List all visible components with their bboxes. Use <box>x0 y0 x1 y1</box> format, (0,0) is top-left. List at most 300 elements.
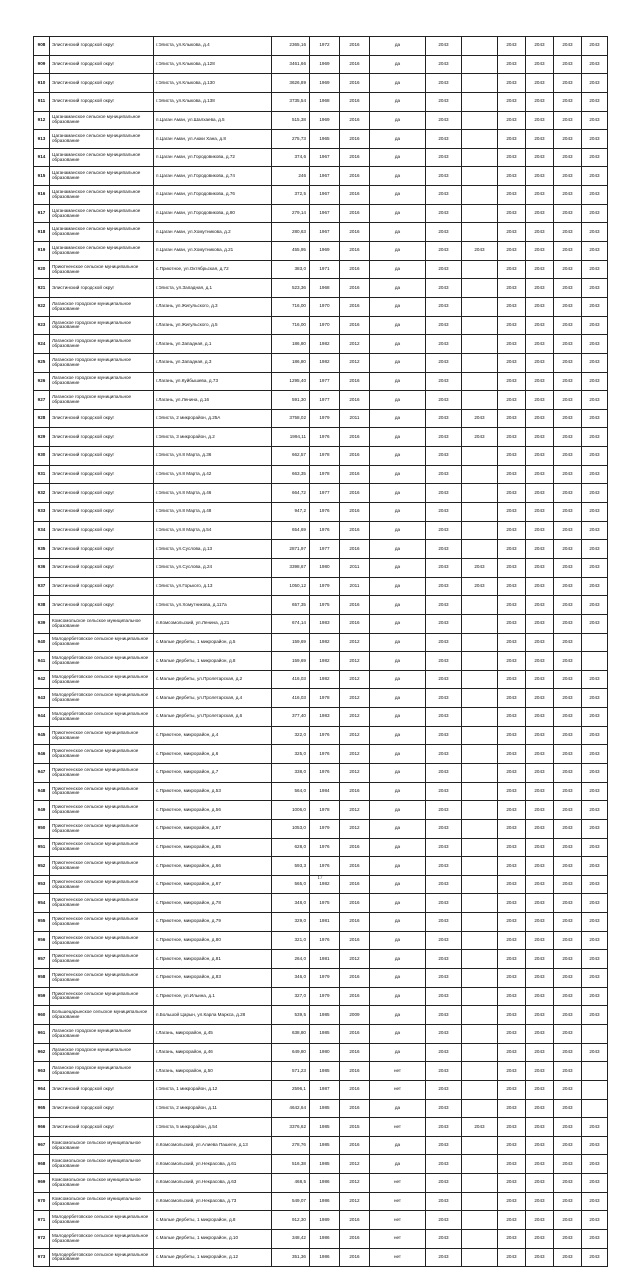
municipality-cell: Цаганаманское сельское муниципальное образование <box>50 242 154 261</box>
table-row <box>34 708 608 727</box>
year-6-cell: 2043 <box>582 670 608 689</box>
row-number-cell: 923 <box>34 316 50 335</box>
row-number-cell: 926 <box>34 372 50 391</box>
table-row <box>34 931 608 950</box>
year-4-cell: 2043 <box>526 1080 554 1099</box>
year-5-cell: 2043 <box>554 279 582 298</box>
municipality-cell: Комсомольское сельское муниципальное образование <box>50 1136 154 1155</box>
table-row <box>34 260 608 279</box>
year-4-cell: 2043 <box>526 1230 554 1249</box>
row-number-cell: 938 <box>34 596 50 615</box>
year-4-cell: 2043 <box>526 1174 554 1193</box>
table-row <box>34 1043 608 1062</box>
table-row <box>34 838 608 857</box>
table-row <box>34 969 608 988</box>
repair-year-cell: 2016 <box>340 223 370 242</box>
built-year-cell: 1982 <box>310 670 340 689</box>
repair-year-cell: 2016 <box>340 969 370 988</box>
address-cell: г.Элиста, ул.Суслова, д.24 <box>154 558 272 577</box>
year-5-cell: 2043 <box>554 1118 582 1137</box>
flag-cell: нет <box>370 1062 426 1081</box>
year-3-cell: 2043 <box>498 521 526 540</box>
table-row <box>34 242 608 261</box>
repair-year-cell: 2012 <box>340 763 370 782</box>
year-3-cell: 2043 <box>498 186 526 205</box>
year-2-cell <box>462 186 498 205</box>
built-year-cell: 1976 <box>310 838 340 857</box>
municipality-cell: Комсомольское сельское муниципальное образование <box>50 1174 154 1193</box>
row-number-cell: 959 <box>34 987 50 1006</box>
built-year-cell: 1978 <box>310 801 340 820</box>
year-1-cell: 2043 <box>426 689 462 708</box>
municipality-cell: Приютненское сельское муниципальное образование <box>50 763 154 782</box>
row-number-cell: 969 <box>34 1174 50 1193</box>
table-row <box>34 577 608 596</box>
year-6-cell: 2043 <box>582 186 608 205</box>
flag-cell: нет <box>370 1211 426 1230</box>
year-1-cell: 2043 <box>426 577 462 596</box>
repair-year-cell: 2012 <box>340 819 370 838</box>
year-5-cell: 2043 <box>554 689 582 708</box>
year-3-cell: 2043 <box>498 614 526 633</box>
year-1-cell: 2043 <box>426 391 462 410</box>
area-cell: 664,72 <box>272 484 310 503</box>
year-6-cell: 2043 <box>582 950 608 969</box>
area-cell: 649,80 <box>272 1043 310 1062</box>
year-6-cell: 2043 <box>582 596 608 615</box>
year-4-cell: 2043 <box>526 279 554 298</box>
row-number-cell: 929 <box>34 428 50 447</box>
area-cell: 468,5 <box>272 1174 310 1193</box>
flag-cell: да <box>370 558 426 577</box>
repair-year-cell: 2016 <box>340 186 370 205</box>
area-cell: 275,73 <box>272 130 310 149</box>
address-cell: г.Элиста, ул.Суслова, д.13 <box>154 540 272 559</box>
year-4-cell: 2043 <box>526 484 554 503</box>
row-number-cell: 939 <box>34 614 50 633</box>
year-4-cell: 2043 <box>526 130 554 149</box>
area-cell: 186,80 <box>272 353 310 372</box>
year-6-cell: 2043 <box>582 204 608 223</box>
row-number-cell: 943 <box>34 689 50 708</box>
flag-cell: нет <box>370 1192 426 1211</box>
built-year-cell: 1967 <box>310 223 340 242</box>
municipality-cell: Элистинский городской округ <box>50 521 154 540</box>
built-year-cell: 1967 <box>310 167 340 186</box>
year-2-cell <box>462 801 498 820</box>
year-5-cell: 2043 <box>554 1136 582 1155</box>
repair-year-cell: 2016 <box>340 1248 370 1267</box>
municipality-cell: Малодербетовское сельское муниципальное образование <box>50 652 154 671</box>
year-4-cell: 2043 <box>526 37 554 56</box>
year-4-cell: 2043 <box>526 428 554 447</box>
row-number-cell: 973 <box>34 1248 50 1267</box>
flag-cell: да <box>370 130 426 149</box>
year-1-cell: 2043 <box>426 540 462 559</box>
year-6-cell: 2043 <box>582 540 608 559</box>
repair-year-cell: 2016 <box>340 857 370 876</box>
area-cell: 591,30 <box>272 391 310 410</box>
year-6-cell: 2043 <box>582 372 608 391</box>
row-number-cell: 924 <box>34 335 50 354</box>
area-cell: 2365,16 <box>272 37 310 56</box>
year-3-cell: 2043 <box>498 1211 526 1230</box>
area-cell: 674,14 <box>272 614 310 633</box>
area-cell: 383,0 <box>272 260 310 279</box>
year-2-cell <box>462 353 498 372</box>
flag-cell: да <box>370 819 426 838</box>
year-4-cell: 2043 <box>526 503 554 522</box>
flag-cell: да <box>370 894 426 913</box>
flag-cell: да <box>370 316 426 335</box>
address-cell: с.Малые Дербеты, 1 микрорайон, д.8 <box>154 1211 272 1230</box>
year-1-cell: 2043 <box>426 708 462 727</box>
year-1-cell: 2043 <box>426 74 462 93</box>
year-4-cell: 2043 <box>526 465 554 484</box>
area-cell: 2871,97 <box>272 540 310 559</box>
year-3-cell: 2043 <box>498 55 526 74</box>
area-cell: 348,0 <box>272 894 310 913</box>
year-6-cell: 2043 <box>582 913 608 932</box>
year-3-cell: 2043 <box>498 335 526 354</box>
row-number-cell: 920 <box>34 260 50 279</box>
row-number-cell: 928 <box>34 409 50 428</box>
year-2-cell <box>462 148 498 167</box>
year-6-cell: 2043 <box>582 55 608 74</box>
year-3-cell: 2043 <box>498 447 526 466</box>
built-year-cell: 1980 <box>310 1043 340 1062</box>
year-1-cell: 2043 <box>426 37 462 56</box>
address-cell: г.Элиста, 3 микрорайон, д.2 <box>154 428 272 447</box>
year-3-cell: 2043 <box>498 1118 526 1137</box>
municipality-cell: Цаганаманское сельское муниципальное образование <box>50 111 154 130</box>
year-6-cell: 2043 <box>582 763 608 782</box>
flag-cell: да <box>370 74 426 93</box>
municipality-cell: Элистинский городской округ <box>50 596 154 615</box>
municipality-cell: Лаганское городское муниципальное образование <box>50 1043 154 1062</box>
year-5-cell: 2043 <box>554 353 582 372</box>
table-row <box>34 1062 608 1081</box>
flag-cell: да <box>370 242 426 261</box>
year-2-cell <box>462 391 498 410</box>
year-1-cell: 2043 <box>426 1230 462 1249</box>
year-1-cell: 2043 <box>426 801 462 820</box>
built-year-cell: 1982 <box>310 353 340 372</box>
year-5-cell: 2043 <box>554 1024 582 1043</box>
table-row <box>34 894 608 913</box>
area-cell: 346,0 <box>272 969 310 988</box>
repair-year-cell: 2016 <box>340 1024 370 1043</box>
table-row <box>34 614 608 633</box>
year-3-cell: 2043 <box>498 782 526 801</box>
year-2-cell: 2043 <box>462 577 498 596</box>
municipality-cell: Элистинский городской округ <box>50 37 154 56</box>
address-cell: г.Элиста, 2 микрорайон, д.25А <box>154 409 272 428</box>
row-number-cell: 908 <box>34 37 50 56</box>
built-year-cell: 1984 <box>310 782 340 801</box>
year-4-cell: 2043 <box>526 745 554 764</box>
table-row <box>34 223 608 242</box>
flag-cell: да <box>370 689 426 708</box>
year-5-cell: 2043 <box>554 913 582 932</box>
municipality-cell: Лаганское городское муниципальное образование <box>50 372 154 391</box>
year-1-cell: 2043 <box>426 726 462 745</box>
built-year-cell: 1987 <box>310 1080 340 1099</box>
year-4-cell: 2043 <box>526 92 554 111</box>
flag-cell: да <box>370 1006 426 1025</box>
year-3-cell: 2043 <box>498 931 526 950</box>
year-6-cell: 2043 <box>582 1136 608 1155</box>
year-5-cell: 2043 <box>554 894 582 913</box>
row-number-cell: 910 <box>34 74 50 93</box>
year-6-cell: 2043 <box>582 391 608 410</box>
table-row <box>34 111 608 130</box>
area-cell: 416,03 <box>272 670 310 689</box>
area-cell: 912,30 <box>272 1211 310 1230</box>
address-cell: г.Элиста, 2 микрорайон, д.11 <box>154 1099 272 1118</box>
flag-cell: да <box>370 801 426 820</box>
address-cell: г.Элиста, ул.8 Марта, д.42 <box>154 465 272 484</box>
year-5-cell: 2043 <box>554 652 582 671</box>
row-number-cell: 937 <box>34 577 50 596</box>
year-1-cell: 2043 <box>426 558 462 577</box>
built-year-cell: 1977 <box>310 540 340 559</box>
repair-year-cell: 2016 <box>340 1136 370 1155</box>
area-cell: 2596,1 <box>272 1080 310 1099</box>
repair-year-cell: 2016 <box>340 838 370 857</box>
address-cell: с.Приютное, микрорайон, д.7 <box>154 763 272 782</box>
built-year-cell: 1976 <box>310 503 340 522</box>
year-4-cell: 2043 <box>526 708 554 727</box>
year-2-cell <box>462 167 498 186</box>
year-5-cell: 2043 <box>554 521 582 540</box>
year-2-cell <box>462 689 498 708</box>
area-cell: 280,63 <box>272 223 310 242</box>
address-cell: с.Приютное, микрорайон, д.57 <box>154 819 272 838</box>
year-1-cell: 2043 <box>426 931 462 950</box>
flag-cell: да <box>370 614 426 633</box>
table-row <box>34 1080 608 1099</box>
area-cell: 159,69 <box>272 633 310 652</box>
address-cell: с.Приютное, микрорайон, д.53 <box>154 782 272 801</box>
built-year-cell: 1967 <box>310 148 340 167</box>
table-row <box>34 782 608 801</box>
year-4-cell: 2043 <box>526 763 554 782</box>
year-4-cell: 2043 <box>526 148 554 167</box>
address-cell: г.Элиста, ул.Клыкова, д.130 <box>154 74 272 93</box>
year-5-cell: 2043 <box>554 55 582 74</box>
year-5-cell: 2043 <box>554 372 582 391</box>
built-year-cell: 1985 <box>310 1006 340 1025</box>
area-cell: 455,95 <box>272 242 310 261</box>
year-3-cell: 2043 <box>498 708 526 727</box>
area-cell: 3376,62 <box>272 1118 310 1137</box>
address-cell: г.Лагань, ул.Куйбышева, д.73 <box>154 372 272 391</box>
year-1-cell: 2043 <box>426 782 462 801</box>
built-year-cell: 1985 <box>310 1118 340 1137</box>
row-number-cell: 972 <box>34 1230 50 1249</box>
area-cell: 571,23 <box>272 1062 310 1081</box>
year-2-cell <box>462 37 498 56</box>
municipality-cell: Приютненское сельское муниципальное образование <box>50 819 154 838</box>
year-5-cell: 2043 <box>554 316 582 335</box>
address-cell: г.Элиста, ул.Клыкова, д.138 <box>154 92 272 111</box>
flag-cell: нет <box>370 1248 426 1267</box>
year-5-cell: 2043 <box>554 819 582 838</box>
year-3-cell: 2043 <box>498 1155 526 1174</box>
year-6-cell: 2043 <box>582 316 608 335</box>
year-5-cell: 2043 <box>554 409 582 428</box>
built-year-cell: 1972 <box>310 37 340 56</box>
row-number-cell: 962 <box>34 1043 50 1062</box>
year-1-cell: 2043 <box>426 316 462 335</box>
year-5-cell: 2043 <box>554 969 582 988</box>
repair-year-cell: 2012 <box>340 633 370 652</box>
year-2-cell <box>462 596 498 615</box>
address-cell: п.Комсомольский, ул.Ленина, д.21 <box>154 614 272 633</box>
built-year-cell: 1982 <box>310 875 340 894</box>
flag-cell: да <box>370 428 426 447</box>
year-6-cell: 2043 <box>582 1006 608 1025</box>
year-4-cell: 2043 <box>526 950 554 969</box>
year-2-cell <box>462 279 498 298</box>
repair-year-cell: 2016 <box>340 521 370 540</box>
year-5-cell: 2043 <box>554 763 582 782</box>
year-5-cell: 2043 <box>554 614 582 633</box>
year-3-cell: 2043 <box>498 913 526 932</box>
year-3-cell: 2043 <box>498 37 526 56</box>
row-number-cell: 927 <box>34 391 50 410</box>
area-cell: 1050,12 <box>272 577 310 596</box>
year-4-cell: 2043 <box>526 335 554 354</box>
flag-cell: да <box>370 297 426 316</box>
built-year-cell: 1986 <box>310 1192 340 1211</box>
year-1-cell: 2043 <box>426 465 462 484</box>
year-6-cell <box>582 1080 608 1099</box>
row-number-cell: 947 <box>34 763 50 782</box>
built-year-cell: 1975 <box>310 894 340 913</box>
year-3-cell: 2043 <box>498 689 526 708</box>
address-cell: г.Элиста, ул.Западная, д.1 <box>154 279 272 298</box>
row-number-cell: 913 <box>34 130 50 149</box>
year-4-cell: 2043 <box>526 260 554 279</box>
area-cell: 1006,0 <box>272 801 310 820</box>
year-1-cell: 2043 <box>426 652 462 671</box>
year-6-cell: 2043 <box>582 130 608 149</box>
year-6-cell: 2043 <box>582 875 608 894</box>
repair-year-cell: 2016 <box>340 913 370 932</box>
year-2-cell <box>462 1099 498 1118</box>
year-1-cell: 2043 <box>426 763 462 782</box>
year-4-cell: 2043 <box>526 1043 554 1062</box>
year-5-cell: 2043 <box>554 857 582 876</box>
year-1-cell: 2043 <box>426 1043 462 1062</box>
year-1-cell: 2043 <box>426 223 462 242</box>
table-row <box>34 316 608 335</box>
year-1-cell: 2043 <box>426 279 462 298</box>
area-cell: 539,5 <box>272 1006 310 1025</box>
year-1-cell: 2043 <box>426 1155 462 1174</box>
address-cell: г.Лагань, микрорайон, д.46 <box>154 1043 272 1062</box>
year-2-cell <box>462 316 498 335</box>
repair-year-cell: 2016 <box>340 931 370 950</box>
year-1-cell: 2043 <box>426 1080 462 1099</box>
address-cell: г.Лагань, микрорайон, д.45 <box>154 1024 272 1043</box>
area-cell: 416,03 <box>272 689 310 708</box>
table-row <box>34 1136 608 1155</box>
year-4-cell: 2043 <box>526 913 554 932</box>
year-6-cell: 2043 <box>582 726 608 745</box>
municipality-cell: Приютненское сельское муниципальное образование <box>50 838 154 857</box>
flag-cell: да <box>370 484 426 503</box>
year-3-cell: 2043 <box>498 1230 526 1249</box>
table-row <box>34 391 608 410</box>
year-2-cell <box>462 670 498 689</box>
year-2-cell <box>462 987 498 1006</box>
area-cell: 565,0 <box>272 875 310 894</box>
year-6-cell: 2043 <box>582 297 608 316</box>
year-4-cell: 2043 <box>526 111 554 130</box>
year-5-cell: 2043 <box>554 1155 582 1174</box>
row-number-cell: 915 <box>34 167 50 186</box>
year-1-cell: 2043 <box>426 1174 462 1193</box>
municipality-cell: Малодербетовское сельское муниципальное образование <box>50 633 154 652</box>
year-1-cell: 2043 <box>426 260 462 279</box>
table-row <box>34 913 608 932</box>
table-row <box>34 1248 608 1267</box>
row-number-cell: 946 <box>34 745 50 764</box>
year-1-cell: 2043 <box>426 242 462 261</box>
table-row <box>34 428 608 447</box>
row-number-cell: 912 <box>34 111 50 130</box>
built-year-cell: 1978 <box>310 447 340 466</box>
built-year-cell: 1965 <box>310 130 340 149</box>
year-3-cell: 2043 <box>498 1174 526 1193</box>
year-5-cell: 2043 <box>554 558 582 577</box>
year-3-cell: 2043 <box>498 1062 526 1081</box>
area-cell: 657,35 <box>272 596 310 615</box>
row-number-cell: 925 <box>34 353 50 372</box>
year-1-cell: 2043 <box>426 670 462 689</box>
flag-cell: да <box>370 465 426 484</box>
year-1-cell: 2043 <box>426 1099 462 1118</box>
municipality-cell: Лаганское городское муниципальное образование <box>50 316 154 335</box>
year-6-cell: 2043 <box>582 111 608 130</box>
year-3-cell: 2043 <box>498 148 526 167</box>
flag-cell: да <box>370 1099 426 1118</box>
year-5-cell: 2043 <box>554 447 582 466</box>
row-number-cell: 922 <box>34 297 50 316</box>
table-row <box>34 447 608 466</box>
year-5-cell: 2043 <box>554 670 582 689</box>
year-4-cell: 2043 <box>526 1136 554 1155</box>
year-2-cell <box>462 260 498 279</box>
year-6-cell: 2043 <box>582 37 608 56</box>
year-4-cell: 2043 <box>526 969 554 988</box>
row-number-cell: 951 <box>34 838 50 857</box>
year-5-cell: 2043 <box>554 987 582 1006</box>
year-6-cell <box>582 633 608 652</box>
year-2-cell <box>462 447 498 466</box>
flag-cell: да <box>370 540 426 559</box>
year-4-cell: 2043 <box>526 689 554 708</box>
area-cell: 3461,66 <box>272 55 310 74</box>
year-2-cell <box>462 484 498 503</box>
repair-year-cell: 2016 <box>340 484 370 503</box>
flag-cell: да <box>370 391 426 410</box>
year-6-cell: 2043 <box>582 1043 608 1062</box>
municipality-cell: Лаганское городское муниципальное образование <box>50 353 154 372</box>
